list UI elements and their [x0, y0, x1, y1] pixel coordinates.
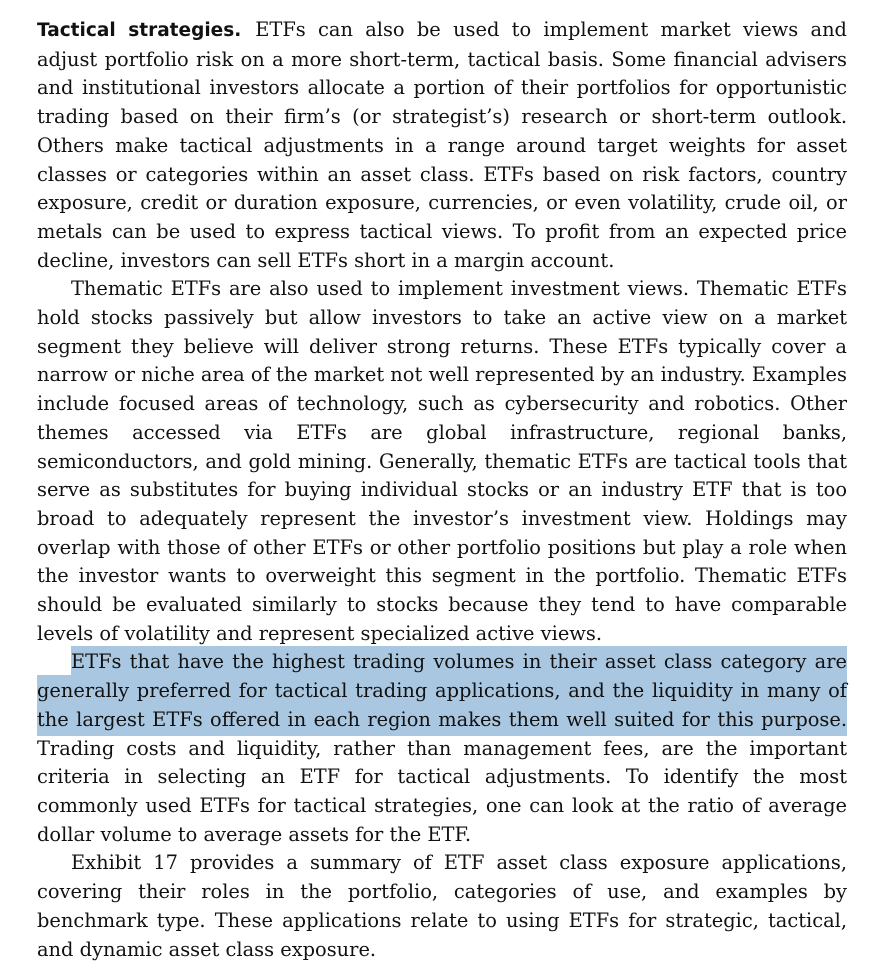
paragraph-text: ETFs can also be used to implement market views and adjust portfolio risk on a more short-term, tactical basis. Some financial advisers and institutional investors allocate a portion of their portfolios for opportunistic trading based on their firm’s (or strategist’s) research or short-term outlook. Others make tactical adjustments in a range around target weights for asset classes or categories within an asset class. ETFs based on risk factors, country exposure, credit or duration exposure, currencies, or even volatility, crude oil, or metals can be used to express tactical views. To profit from an expected price decline, investors can sell ETFs short in a margin account. — [37, 18, 847, 272]
paragraph-text: Trading costs and liquidity, rather than management fees, are the important criteria in selecting an ETF for tactical adjustments. To identify the most commonly used ETFs for tactical strategies, one can look at the ratio of average dollar volume to average assets for the ETF. — [37, 736, 847, 846]
paragraph-exhibit-17 — [37, 849, 847, 964]
highlighted-text-selection[interactable]: ETFs that have the highest trading volumes in their asset class category are generally preferred for tactical trading applications, and the liquidity in many of the largest ETFs offered in each region makes them well suited for this purpose. — [37, 646, 847, 735]
document-page — [37, 16, 847, 964]
paragraph-trading-volumes — [37, 648, 847, 849]
paragraph-heading: Tactical strategies. — [37, 20, 242, 41]
paragraph-text: Thematic ETFs are also used to implement investment views. Thematic ETFs hold stocks passively but allow investors to take an active view on a market segment they believe will deliver strong returns. These ETFs typically cover a narrow or niche area of the market not well represented by an industry. Examples include focused areas of technology, such as cybersecurity and robotics. Other themes accessed via ETFs are global infrastructure, regional banks, semiconductors, and gold mining. Generally, thematic ETFs are tactical tools that serve as substitutes for buying individual stocks or an industry ETF that is too broad to adequately represent the investor’s investment view. Holdings may overlap with those of other ETFs or other portfolio positions but play a role when the investor wants to overweight this segment in the portfolio. Thematic ETFs should be evaluated similarly to stocks because they tend to have comparable levels of volatility and represent specialized active views. — [37, 277, 847, 645]
paragraph-text: Exhibit 17 provides a summary of ETF asset class exposure applications, covering their roles in the portfolio, categories of use, and examples by benchmark type. These applications relate to using ETFs for strategic, tactical, and dynamic asset class exposure. — [37, 851, 847, 961]
paragraph-tactical-strategies — [37, 16, 847, 275]
paragraph-thematic-etfs — [37, 275, 847, 648]
